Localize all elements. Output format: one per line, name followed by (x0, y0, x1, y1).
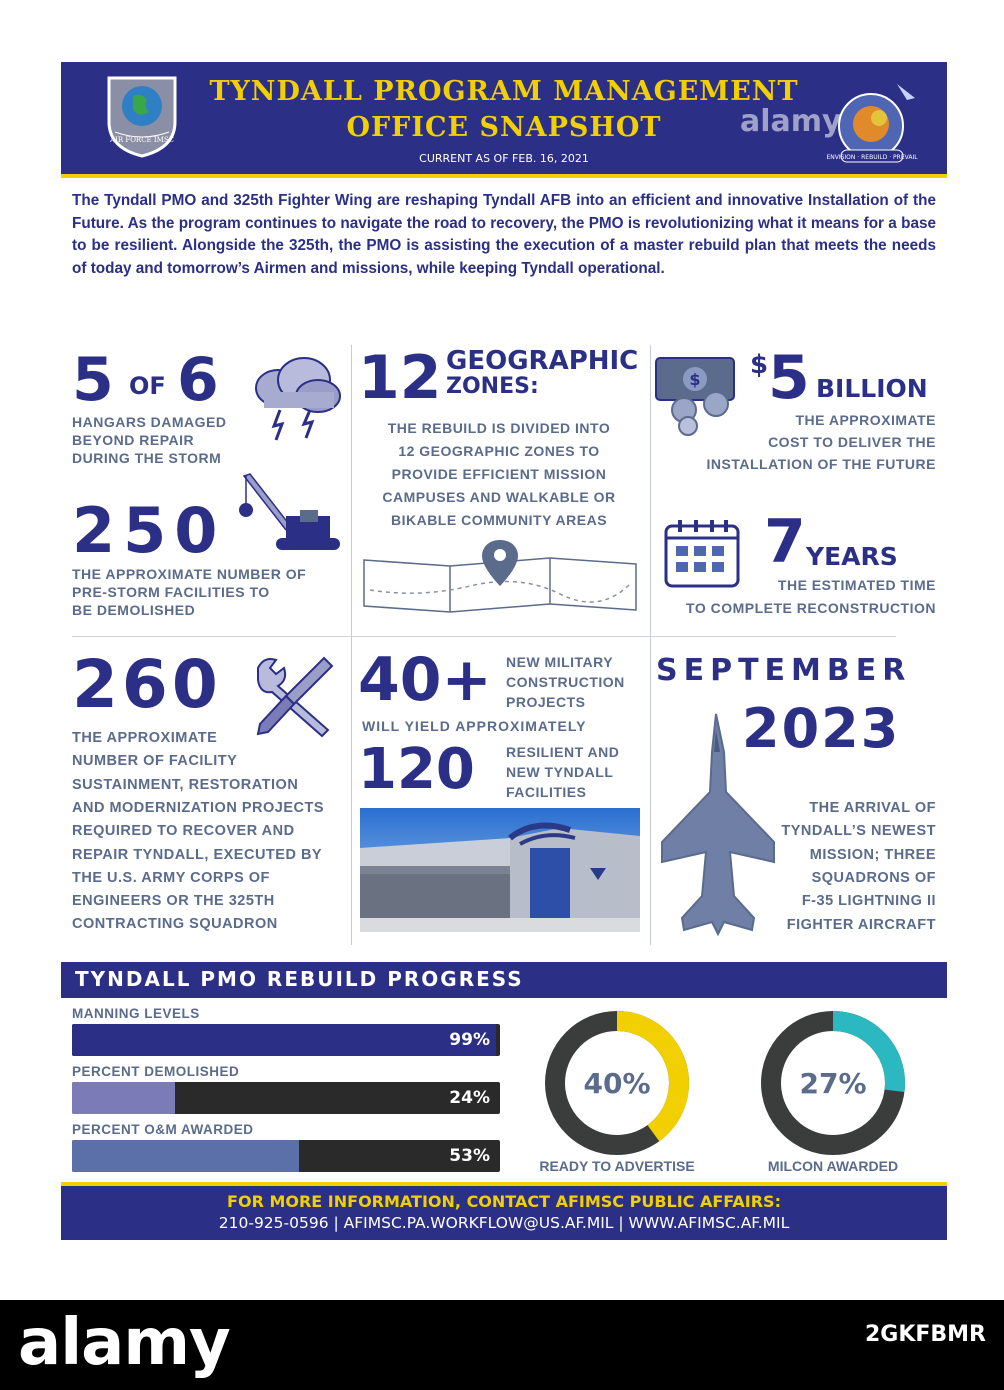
progress-bar (72, 1082, 500, 1114)
hangars-of: OF (129, 372, 166, 400)
zones-caption-5: BIKABLE COMMUNITY AREAS (390, 512, 608, 528)
zones-caption-2: 12 GEOGRAPHIC ZONES TO (398, 443, 600, 459)
title-line-2: OFFICE SNAPSHOT (346, 112, 662, 143)
projects-caption-line: NUMBER OF FACILITY (72, 753, 238, 770)
demolish-number: 250 (72, 494, 226, 567)
years-caption-2: TO COMPLETE RECONSTRUCTION (686, 600, 936, 616)
arrival-caption-line: F-35 LIGHTNING II (801, 893, 936, 910)
projects-number: 260 (72, 646, 222, 723)
title-line-1: TYNDALL PROGRAM MANAGEMENT (209, 76, 799, 107)
progress-bar-label: PERCENT DEMOLISHED (72, 1064, 240, 1079)
facilities-number: 120 (358, 737, 475, 802)
milcon-caption-2a: RESILIENT AND (506, 744, 620, 760)
cost-caption-1: THE APPROXIMATE (795, 412, 936, 428)
footer-heading: FOR MORE INFORMATION, CONTACT AFIMSC PUBLIC AFFAIRS: (227, 1192, 781, 1211)
progress-bar-value: 24% (449, 1088, 490, 1108)
progress-bar-label: PERCENT O&M AWARDED (72, 1122, 254, 1137)
grid-divider-v2 (650, 345, 651, 945)
projects-caption-line: THE U.S. ARMY CORPS OF (72, 869, 270, 886)
intro-paragraph: The Tyndall PMO and 325th Fighter Wing are reshaping Tyndall AFB into an efficient and innovative Installation of the Future. As the program continues to navigate the road to recovery, the PMO is revolutionizing what it means for a base to be resilient. Alongside the 325th, the PMO is assisting the execution of a master rebuild plan that meets the needs of today and tomorrow’s Airmen and missions, while keeping Tyndall operational. (72, 192, 936, 278)
grid-divider-h (72, 636, 896, 637)
hangars-number: 5 (72, 345, 114, 415)
progress-bar (72, 1140, 500, 1172)
facility-rendering-image (360, 808, 640, 932)
progress-bar-value: 53% (449, 1146, 490, 1166)
hangars-total: 6 (177, 345, 219, 415)
years-number: 7 (764, 507, 806, 577)
milcon-caption-1c: PROJECTS (506, 694, 586, 710)
projects-caption-line: THE APPROXIMATE (72, 730, 218, 746)
contact-footer (61, 1182, 947, 1240)
watermark-image-code: 2GKFBMR (864, 1322, 986, 1347)
progress-bar-label: MANNING LEVELS (72, 1006, 200, 1021)
cost-dollar-sign: $ (750, 350, 769, 380)
milcon-caption-2c: FACILITIES (506, 784, 587, 800)
watermark-brand: alamy (18, 1306, 230, 1380)
arrival-caption-line: FIGHTER AIRCRAFT (786, 916, 936, 933)
projects-caption-line: REQUIRED TO RECOVER AND (72, 823, 295, 840)
arrival-caption-line: TYNDALL’S NEWEST (781, 823, 936, 840)
footer-contact-details: 210-925-0596 | AFIMSC.PA.WORKFLOW@US.AF.MIL | WWW.AFIMSC.AF.MIL (218, 1214, 790, 1232)
donut-value: 27% (799, 1067, 867, 1100)
arrival-year: 2023 (742, 697, 901, 760)
progress-bar-fill (72, 1140, 299, 1172)
arrival-caption-line: SQUADRONS OF (811, 869, 936, 886)
milcon-caption-1a: NEW MILITARY (506, 654, 614, 670)
zones-number: 12 (358, 343, 442, 413)
envision-rebuild-prevail-logo (827, 76, 927, 170)
years-caption-1: THE ESTIMATED TIME (777, 577, 936, 593)
cost-number: 5 (768, 343, 810, 413)
hangars-caption-2: BEYOND REPAIR (72, 432, 195, 448)
milcon-yield-text: WILL YIELD APPROXIMATELY (362, 718, 587, 734)
cost-caption-3: INSTALLATION OF THE FUTURE (706, 456, 936, 472)
projects-caption-line: CONTRACTING SQUADRON (72, 916, 278, 933)
cost-caption-2: COST TO DELIVER THE (768, 434, 936, 450)
projects-caption-line: SUSTAINMENT, RESTORATION (72, 776, 299, 793)
crane-wrecking-ball-icon (236, 470, 346, 556)
milcon-caption-2b: NEW TYNDALL (506, 764, 614, 780)
zones-caption-4: CAMPUSES AND WALKABLE OR (382, 489, 616, 505)
current-as-of-date: CURRENT AS OF FEB. 16, 2021 (419, 152, 589, 165)
zones-caption-1: THE REBUILD IS DIVIDED INTO (387, 420, 611, 436)
hangars-caption-1: HANGARS DAMAGED (72, 414, 227, 430)
zones-word-1: GEOGRAPHIC (446, 346, 639, 376)
map-location-pin-icon (360, 536, 640, 616)
demolish-caption-3: BE DEMOLISHED (72, 602, 196, 618)
zones-caption-3: PROVIDE EFFICIENT MISSION (391, 466, 607, 482)
donut-value: 40% (583, 1067, 651, 1100)
progress-title: TYNDALL PMO REBUILD PROGRESS (61, 962, 947, 998)
storm-cloud-icon (248, 352, 344, 444)
demolish-caption-1: THE APPROXIMATE NUMBER OF (72, 566, 307, 582)
donut-label: READY TO ADVERTISE (539, 1158, 695, 1174)
progress-bar-fill (72, 1082, 175, 1114)
donut-chart (760, 1010, 906, 1156)
hangars-caption-3: DURING THE STORM (72, 450, 222, 466)
cost-unit: BILLION (816, 374, 928, 403)
svg-text:$: $ (689, 370, 701, 389)
progress-bar (72, 1024, 500, 1056)
alamy-watermark-overlay: alamy (740, 104, 842, 139)
arrival-month: SEPTEMBER (656, 653, 912, 688)
milcon-number: 40+ (358, 645, 492, 715)
demolish-caption-2: PRE-STORM FACILITIES TO (72, 584, 270, 600)
zones-word-2: ZONES: (446, 374, 539, 399)
donut-label: MILCON AWARDED (767, 1158, 899, 1174)
arrival-caption-line: MISSION; THREE (809, 846, 936, 863)
logo-caption: ENVISION · REBUILD · PREVAIL (827, 154, 918, 161)
progress-bar-fill (72, 1024, 496, 1056)
projects-caption-line: ENGINEERS OR THE 325TH (72, 893, 275, 910)
milcon-caption-1b: CONSTRUCTION (506, 674, 625, 690)
progress-bar-value: 99% (449, 1030, 490, 1050)
projects-caption-line: REPAIR TYNDALL, EXECUTED BY (72, 846, 323, 863)
wrench-screwdriver-icon (250, 650, 338, 738)
years-unit: YEARS (806, 542, 898, 571)
donut-chart (544, 1010, 690, 1156)
arrival-caption-line: THE ARRIVAL OF (809, 800, 936, 816)
projects-caption-line: AND MODERNIZATION PROJECTS (72, 799, 324, 816)
seal-caption: AIR FORCE IMSC (110, 136, 174, 144)
